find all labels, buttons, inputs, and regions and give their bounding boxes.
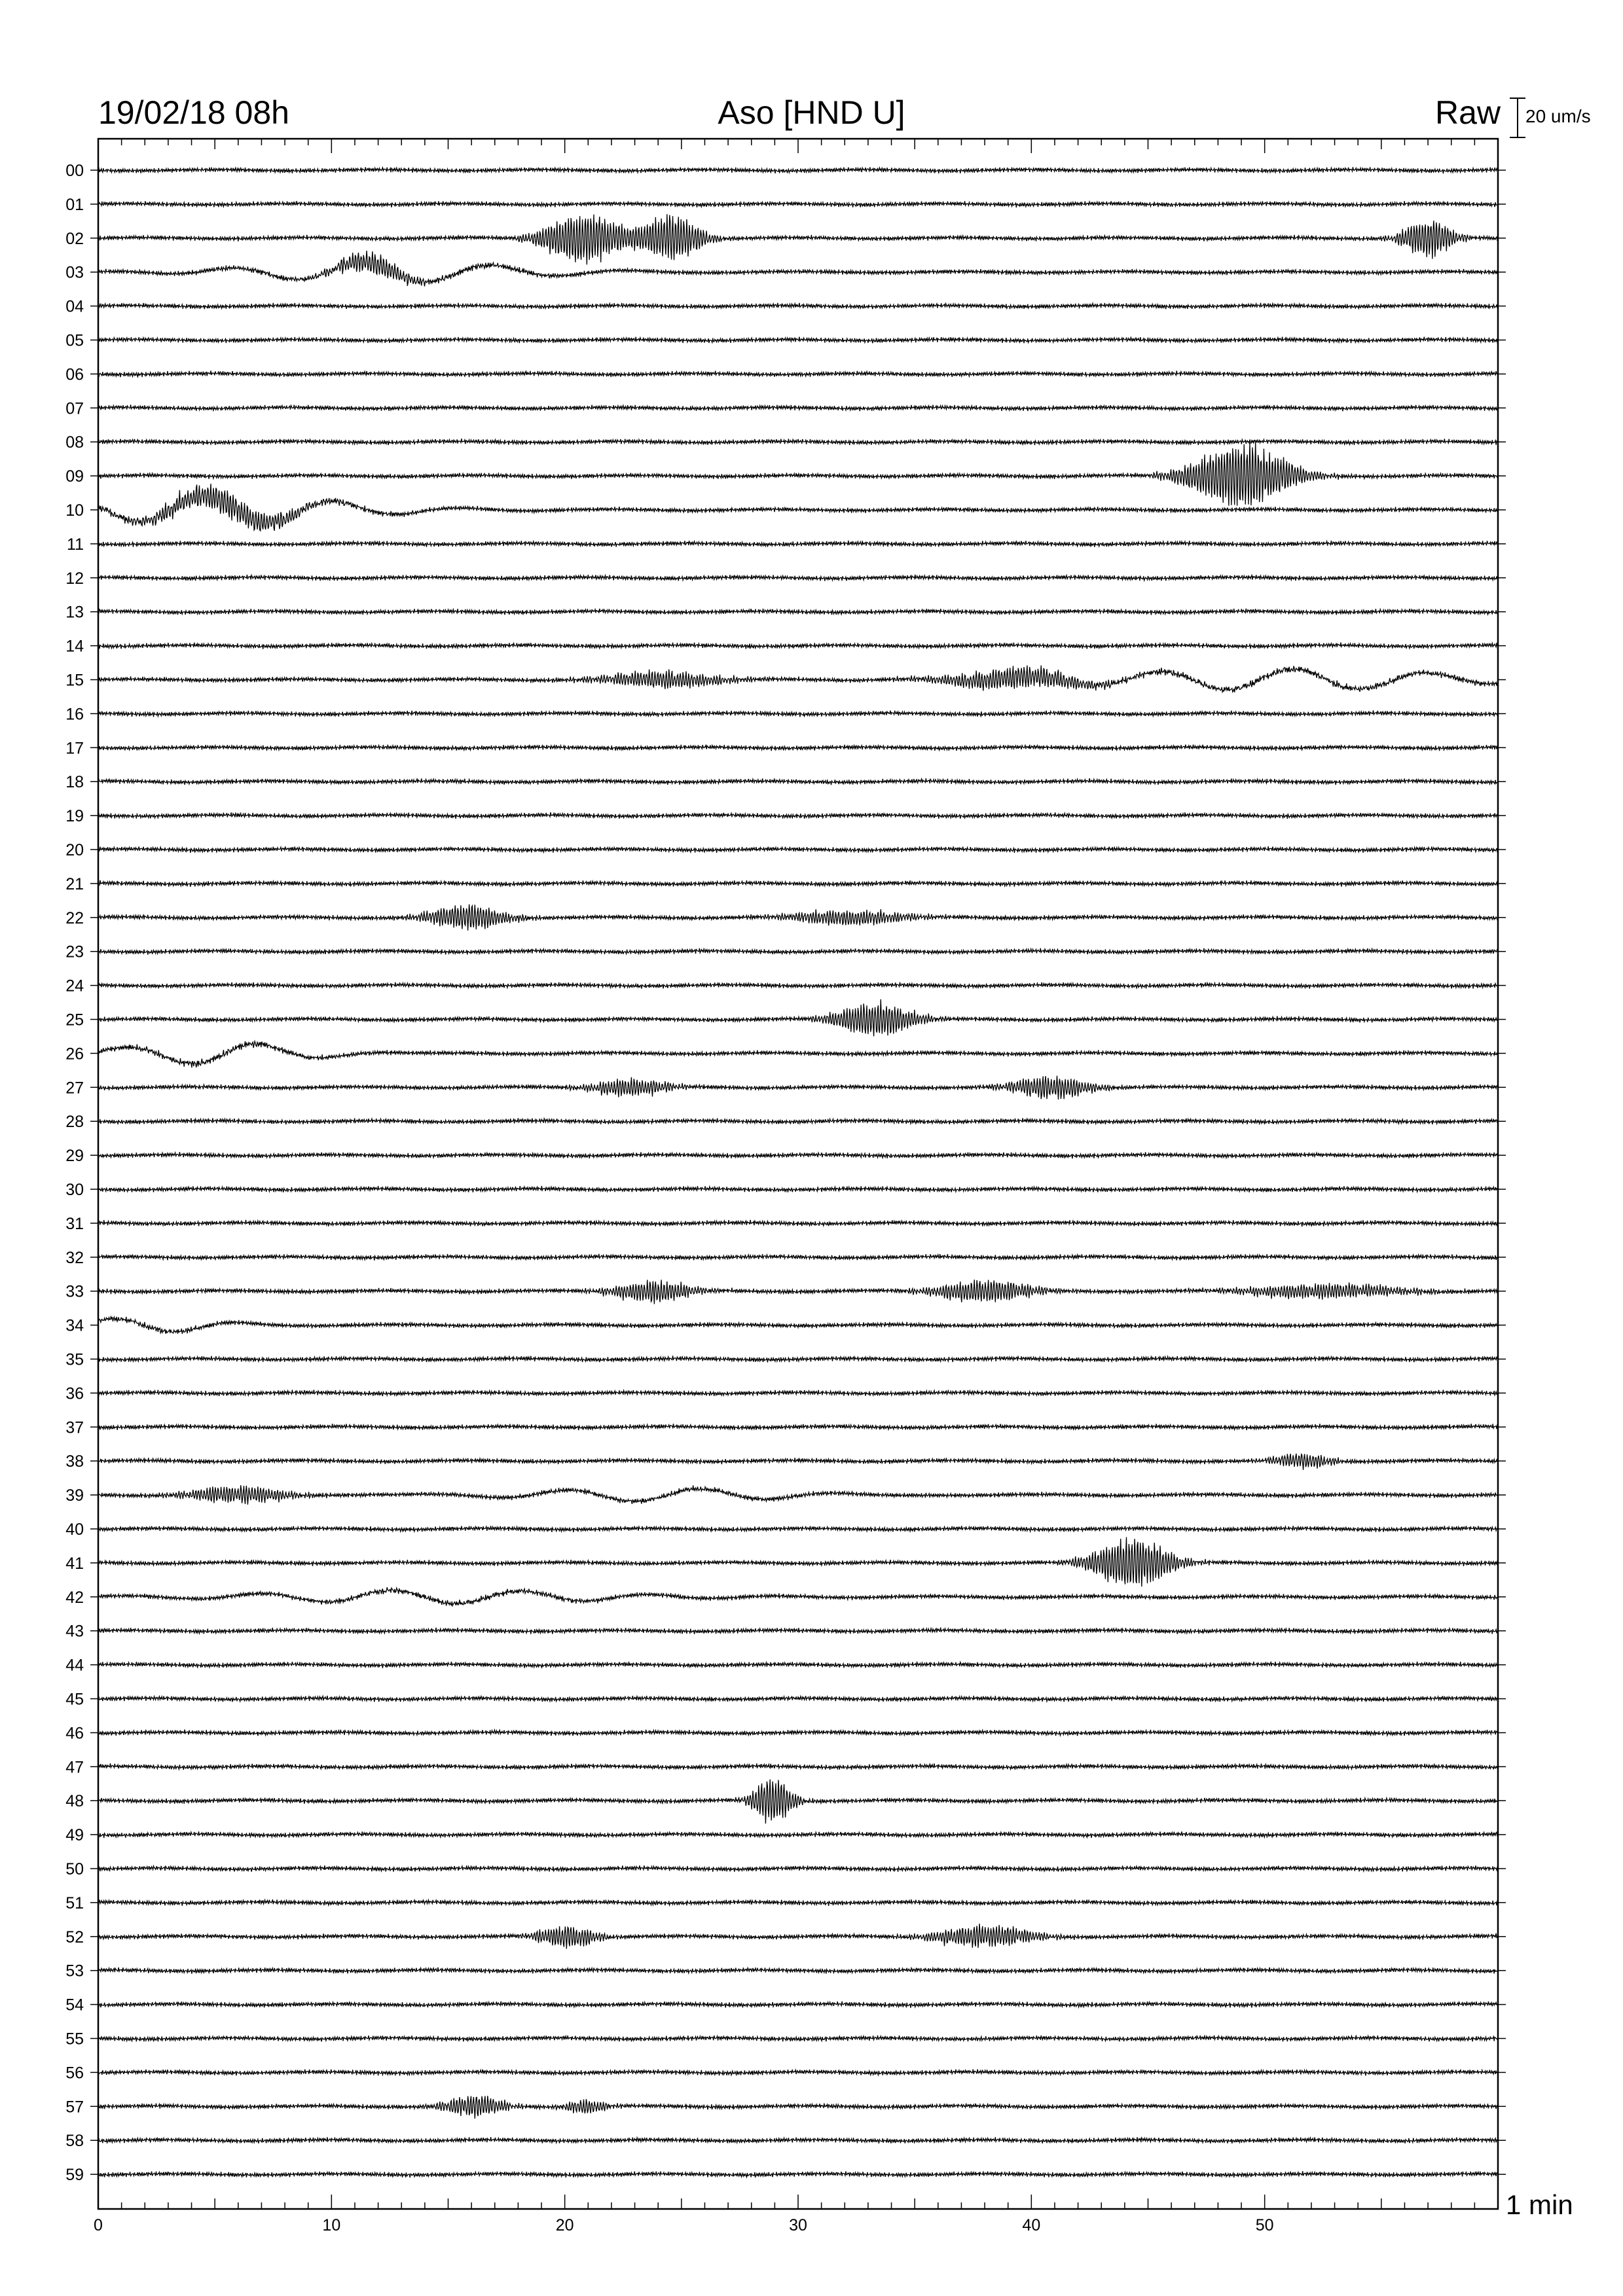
- trace-39: [98, 1485, 1498, 1505]
- trace-52: [98, 1924, 1498, 1949]
- trace-26: [98, 1041, 1498, 1067]
- row-label: 02: [65, 229, 84, 248]
- row-label: 15: [65, 671, 84, 690]
- trace-03: [98, 251, 1498, 287]
- x-tick-label: 40: [1022, 2216, 1041, 2234]
- trace-35: [98, 1355, 1498, 1362]
- row-label: 37: [65, 1418, 84, 1437]
- row-label: 42: [65, 1588, 84, 1607]
- row-label: 25: [65, 1011, 84, 1030]
- trace-15: [98, 666, 1498, 692]
- row-label: 26: [65, 1045, 84, 1064]
- trace-22: [98, 905, 1498, 931]
- trace-04: [98, 303, 1498, 310]
- trace-57: [98, 2096, 1498, 2119]
- row-label: 35: [65, 1350, 84, 1369]
- row-label: 28: [65, 1113, 84, 1132]
- row-label: 29: [65, 1147, 84, 1166]
- trace-42: [98, 1587, 1498, 1605]
- trace-25: [98, 999, 1498, 1037]
- x-tick-label: 50: [1255, 2216, 1274, 2234]
- row-label: 21: [65, 874, 84, 893]
- x-tick-label: 10: [322, 2216, 341, 2234]
- row-label: 44: [65, 1656, 84, 1675]
- row-label: 46: [65, 1724, 84, 1743]
- trace-51: [98, 1899, 1498, 1906]
- row-label: 04: [65, 297, 84, 316]
- row-label: 50: [65, 1860, 84, 1878]
- x-tick-label: 0: [94, 2216, 103, 2234]
- row-label: 11: [67, 535, 84, 554]
- trace-16: [98, 710, 1498, 717]
- row-label: 09: [65, 467, 84, 486]
- row-label: 01: [65, 195, 84, 214]
- trace-56: [98, 2070, 1498, 2076]
- row-label: 23: [65, 942, 84, 961]
- row-label: 13: [65, 603, 84, 622]
- row-label: 41: [65, 1554, 84, 1573]
- row-label: 40: [65, 1520, 84, 1539]
- trace-24: [98, 982, 1498, 989]
- row-label: 22: [65, 908, 84, 927]
- row-label: 55: [65, 2030, 84, 2049]
- row-label: 51: [65, 1893, 84, 1912]
- trace-46: [98, 1730, 1498, 1736]
- trace-32: [98, 1254, 1498, 1261]
- row-label: 00: [65, 162, 84, 180]
- row-label: 31: [65, 1214, 84, 1233]
- trace-45: [98, 1696, 1498, 1702]
- row-label: 08: [65, 433, 84, 452]
- trace-41: [98, 1537, 1498, 1587]
- trace-34: [98, 1317, 1498, 1334]
- trace-36: [98, 1390, 1498, 1397]
- x-tick-label: 30: [789, 2216, 807, 2234]
- row-label: 17: [65, 739, 84, 758]
- row-label: 03: [65, 263, 84, 282]
- row-label: 18: [65, 773, 84, 792]
- row-label: 57: [65, 2098, 84, 2117]
- row-label: 10: [65, 501, 84, 520]
- trace-38: [98, 1454, 1498, 1470]
- trace-30: [98, 1186, 1498, 1193]
- row-label: 24: [65, 977, 84, 996]
- row-label: 12: [65, 569, 84, 588]
- row-label: 33: [65, 1282, 84, 1301]
- row-label: 49: [65, 1826, 84, 1845]
- trace-group: [98, 167, 1498, 2178]
- trace-10: [98, 484, 1498, 531]
- header-mode: Raw: [1434, 94, 1501, 131]
- trace-47: [98, 1763, 1498, 1770]
- trace-29: [98, 1152, 1498, 1158]
- trace-05: [98, 337, 1498, 344]
- trace-13: [98, 609, 1498, 615]
- trace-08: [98, 439, 1498, 445]
- row-label: 45: [65, 1690, 84, 1709]
- trace-27: [98, 1076, 1498, 1100]
- trace-01: [98, 201, 1498, 207]
- trace-02: [98, 214, 1498, 264]
- row-label: 48: [65, 1792, 84, 1811]
- row-label: 59: [65, 2166, 84, 2185]
- x-axis-unit-label: 1 min: [1506, 2189, 1573, 2220]
- row-label: 47: [65, 1758, 84, 1777]
- trace-48: [98, 1780, 1498, 1824]
- trace-11: [98, 541, 1498, 547]
- trace-43: [98, 1628, 1498, 1634]
- trace-23: [98, 948, 1498, 955]
- tick-group: [90, 139, 1506, 2209]
- row-label: 14: [65, 637, 84, 656]
- row-label: 53: [65, 1962, 84, 1981]
- trace-54: [98, 2001, 1498, 2008]
- trace-09: [98, 442, 1498, 506]
- trace-28: [98, 1118, 1498, 1124]
- amplitude-scale-label: 20 um/s: [1525, 106, 1591, 126]
- trace-19: [98, 812, 1498, 819]
- header-station-title: Aso [HND U]: [718, 94, 905, 131]
- trace-44: [98, 1662, 1498, 1668]
- row-label: 54: [65, 1996, 84, 2015]
- row-label: 06: [65, 365, 84, 384]
- row-label: 30: [65, 1181, 84, 1199]
- trace-12: [98, 575, 1498, 581]
- row-label: 43: [65, 1622, 84, 1641]
- trace-20: [98, 846, 1498, 853]
- trace-31: [98, 1220, 1498, 1227]
- row-label: 34: [65, 1316, 84, 1335]
- trace-49: [98, 1831, 1498, 1838]
- trace-33: [98, 1280, 1498, 1304]
- trace-40: [98, 1526, 1498, 1532]
- trace-58: [98, 2137, 1498, 2144]
- row-label: 36: [65, 1384, 84, 1403]
- row-label: 07: [65, 399, 84, 418]
- trace-07: [98, 404, 1498, 411]
- row-label: 52: [65, 1928, 84, 1946]
- row-label: 27: [65, 1079, 84, 1098]
- trace-59: [98, 2171, 1498, 2178]
- trace-00: [98, 167, 1498, 173]
- trace-53: [98, 1967, 1498, 1974]
- trace-21: [98, 880, 1498, 887]
- trace-18: [98, 778, 1498, 785]
- row-label: 20: [65, 841, 84, 859]
- row-label: 19: [65, 807, 84, 826]
- trace-17: [98, 745, 1498, 751]
- row-label: 05: [65, 331, 84, 350]
- trace-50: [98, 1865, 1498, 1872]
- header-datetime: 19/02/18 08h: [98, 94, 289, 131]
- row-label: 39: [65, 1486, 84, 1505]
- trace-14: [98, 643, 1498, 649]
- label-group: [65, 162, 1273, 2234]
- row-label: 32: [65, 1248, 84, 1267]
- row-label: 58: [65, 2132, 84, 2151]
- row-label: 38: [65, 1452, 84, 1471]
- plot-border: [98, 139, 1498, 2209]
- row-label: 56: [65, 2064, 84, 2083]
- row-label: 16: [65, 705, 84, 724]
- x-tick-label: 20: [555, 2216, 574, 2234]
- trace-55: [98, 2036, 1498, 2042]
- trace-06: [98, 370, 1498, 377]
- trace-37: [98, 1424, 1498, 1430]
